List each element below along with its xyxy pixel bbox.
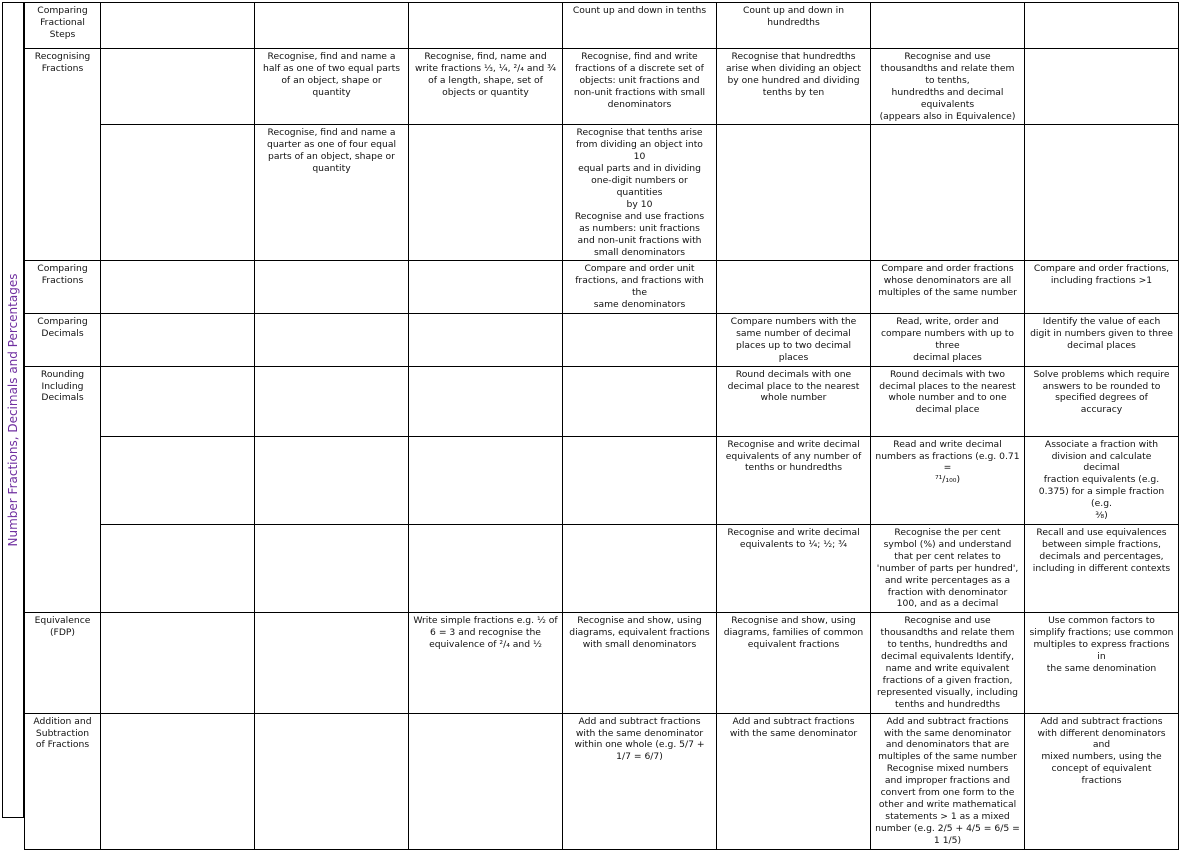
table-cell [255,3,409,49]
table-cell [409,125,563,261]
table-cell [717,713,871,849]
topic-text: Rounding Including Decimals [40,368,85,404]
table-cell [1025,3,1179,49]
table-row [25,49,1179,125]
table-cell [563,436,717,524]
table-cell [871,713,1025,849]
table-cell [409,261,563,314]
topic-cell [25,314,101,367]
topic-cell [25,613,101,713]
table-cell [255,49,409,125]
cell-text: Round decimals with two decimal places to the nearest whole number and to one decimal place [879,368,1016,416]
table-cell [563,125,717,261]
table-cell [563,3,717,49]
table-cell [1025,613,1179,713]
table-cell [1025,49,1179,125]
table-cell [101,436,255,524]
topic-text: Equivalence (FDP) [34,615,91,639]
cell-text: Use common factors to simplify fractions; use common multiples to express fractions in the same denomination [1029,615,1174,674]
table-cell [717,613,871,713]
table-cell [871,49,1025,125]
topic-text: Comparing Decimals [37,316,88,339]
cell-text: Recognise and use thousandths and relate them to tenths, hundredths and decimal equivalents Identify, name and write equivalent fractions of a given fraction, represented visually, including tenths and hundredths [876,615,1018,710]
table-cell [101,125,255,261]
strand-label: Number Fractions, Decimals and Percentages [6,273,20,547]
cell-text: Recognise and show, using diagrams, families of common equivalent fractions [723,615,864,651]
table-cell [101,613,255,713]
topic-text: Recognising Fractions [34,51,91,74]
topic-text: Comparing Fractions [37,263,88,287]
cell-text: Compare numbers with the same number of decimal places up to two decimal places [730,316,857,363]
table-cell [255,314,409,367]
curriculum-table [24,2,1179,850]
table-cell [255,436,409,524]
cell-text: Round decimals with one decimal place to the nearest whole number [727,368,860,404]
table-cell [1025,713,1179,849]
cell-text: Associate a fraction with division and calculate decimal fraction equivalents (e.g. 0.375) for a simple fraction (e.g. ⅜) [1038,438,1165,522]
table-row [25,125,1179,261]
table-cell [717,314,871,367]
table-cell [409,3,563,49]
table-cell [101,366,255,436]
topic-cell [25,366,101,613]
table-cell [101,3,255,49]
table-cell [409,525,563,613]
topic-cell [25,49,101,261]
table-cell [409,366,563,436]
cell-text: Recall and use equivalences between simple fractions, decimals and percentages, including in different contexts [1032,527,1171,574]
table-cell [255,525,409,613]
table-cell [563,49,717,125]
topic-text: Addition and Subtraction of Fractions [33,715,92,751]
table-cell [255,125,409,261]
table-cell [717,125,871,261]
table-cell [1025,366,1179,436]
table-cell [871,3,1025,49]
table-cell [101,261,255,314]
cell-text: Add and subtract fractions with the same denominator and denominators that are multiples of the same number Recognise mixed numbers and improper fractions and convert from one form to the other and write mathematical statements > 1 as a mixed number (e.g. 2/5 + 4/5 = 6/5 = 1 1/5) [875,715,1020,846]
cell-text: Compare and order fractions whose denominators are all multiples of the same number [878,263,1017,299]
table-cell [717,49,871,125]
table-cell [717,525,871,613]
table-cell [871,436,1025,524]
cell-text: Add and subtract fractions with the same denominator within one whole (e.g. 5/7 + 1/7 = 6/7) [574,715,705,763]
cell-text: Recognise, find and name a quarter as one of four equal parts of an object, shape or quantity [266,127,396,175]
table-cell [1025,436,1179,524]
table-cell [871,613,1025,713]
table-cell [255,713,409,849]
table-row [25,366,1179,436]
cell-text: Count up and down in tenths [572,5,707,16]
table-cell [1025,314,1179,367]
table-cell [563,261,717,314]
table-cell [409,713,563,849]
topic-cell [25,713,101,849]
topic-cell [25,261,101,314]
table-row [25,3,1179,49]
topic-text: Comparing Fractional Steps [37,5,88,40]
table-cell [871,366,1025,436]
cell-text: Read, write, order and compare numbers with up to three decimal places [880,316,1014,363]
cell-text: Compare and order fractions, including fractions >1 [1033,263,1170,287]
cell-text: Recognise and show, using diagrams, equivalent fractions with small denominators [569,615,710,651]
table-cell [255,261,409,314]
table-cell [717,261,871,314]
cell-text: Write simple fractions e.g. ½ of 6 = 3 and recognise the equivalence of ²/₄ and ½ [413,615,558,651]
table-cell [563,613,717,713]
table-cell [409,613,563,713]
table-row [25,314,1179,367]
table-cell [717,3,871,49]
cell-text: Compare and order unit fractions, and fractions with the same denominators [575,263,704,311]
cell-text: Add and subtract fractions with the same denominator [729,715,858,739]
table-cell [717,366,871,436]
cell-text: Recognise and use thousandths and relate them to tenths, hundredths and decimal equivalents (appears also in Equivalence) [879,51,1016,122]
table-cell [563,314,717,367]
table-cell [871,525,1025,613]
cell-text: Recognise that tenths arise from dividing an object into 10 equal parts and in dividing one-digit numbers or quantities by 10 Recognise and use fractions as numbers: unit fractions and non-unit fractions with small denominators [574,127,705,258]
strand-side-bar [2,2,24,818]
table-cell [101,49,255,125]
table-cell [1025,525,1179,613]
cell-text: Read and write decimal numbers as fractions (e.g. 0.71 = ⁷¹/₁₀₀) [875,438,1020,486]
table-cell [871,314,1025,367]
cell-text: Recognise and write decimal equivalents to ¼; ½; ¾ [727,527,860,550]
cell-text: Count up and down in hundredths [742,5,845,28]
table-cell [717,436,871,524]
table-cell [563,366,717,436]
cell-text: Identify the value of each digit in numbers given to three decimal places [1030,316,1173,351]
table-cell [871,125,1025,261]
table-row [25,436,1179,524]
table-cell [1025,125,1179,261]
cell-text: Recognise, find, name and write fractions ⅓, ¼, ²/₄ and ¾ of a length, shape, set of objects or quantity [414,51,556,98]
table-cell [409,314,563,367]
table-cell [101,525,255,613]
cell-text: Recognise, find and write fractions of a discrete set of objects: unit fractions and non-unit fractions with small denominators [573,51,706,110]
table-cell [563,525,717,613]
cell-text: Recognise the per cent symbol (%) and understand that per cent relates to 'number of parts per hundred', and write percentages as a fraction with denominator 100, and as a decimal [876,527,1019,610]
table-cell [101,314,255,367]
table-cell [255,366,409,436]
topic-cell [25,3,101,49]
table-cell [101,713,255,849]
cell-text: Recognise and write decimal equivalents of any number of tenths or hundredths [725,438,862,474]
table-row [25,261,1179,314]
table-cell [871,261,1025,314]
table-row [25,525,1179,613]
table-cell [255,613,409,713]
cell-text: Solve problems which require answers to be rounded to specified degrees of accuracy [1033,368,1170,416]
table-cell [563,713,717,849]
table-row [25,713,1179,849]
table-cell [1025,261,1179,314]
cell-text: Add and subtract fractions with different denominators and mixed numbers, using the concept of equivalent fractions [1037,715,1166,787]
table-cell [409,49,563,125]
table-row [25,613,1179,713]
cell-text: Recognise that hundredths arise when dividing an object by one hundred and dividing tenths by ten [725,51,862,98]
cell-text: Recognise, find and name a half as one of two equal parts of an object, shape or quantity [263,51,400,98]
table-cell [409,436,563,524]
